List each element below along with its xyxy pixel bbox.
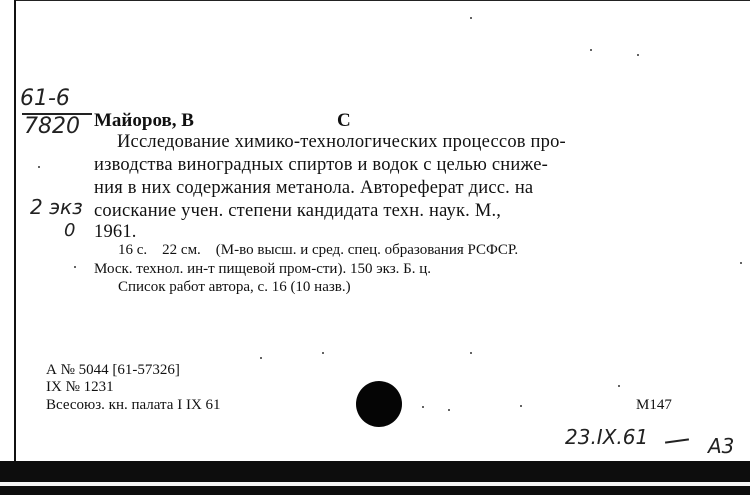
physical-description-line-1: 16 с. 22 см. (М-во высш. и сред. спец. образования РСФСР. xyxy=(118,242,519,258)
registry-month-number: IX № 1231 xyxy=(46,379,114,395)
title-line-3: ния в них содержания метанола. Автореферат дисс. на xyxy=(94,178,534,198)
handwritten-date-note: 23.IX.61 xyxy=(565,425,649,449)
title-line-1: Исследование химико-технологических процессов про- xyxy=(117,132,566,152)
handwritten-dash xyxy=(665,438,689,443)
card-bottom-edge xyxy=(0,486,750,495)
punch-hole xyxy=(356,381,402,427)
author-name: Майоров, В xyxy=(94,110,194,131)
card-bottom-band xyxy=(0,461,750,482)
print-code: М147 xyxy=(636,397,672,413)
card-left-edge xyxy=(14,0,16,462)
registry-number: А № 5044 [61-57326] xyxy=(46,362,180,378)
bibliography-note: Список работ автора, с. 16 (10 назв.) xyxy=(118,279,351,295)
title-line-2: изводства виноградных спиртов и водок с целью сниже- xyxy=(94,155,549,175)
handwritten-shelf-code-bottom: 7820 xyxy=(24,114,80,139)
card-top-edge xyxy=(14,0,750,1)
title-line-5: 1961. xyxy=(94,222,137,242)
handwritten-shelf-code-top: 61-6 xyxy=(20,86,70,111)
title-line-4: соискание учен. степени кандидата техн. наук. М., xyxy=(94,201,502,221)
handwritten-bottom-code: A3 xyxy=(708,434,735,458)
handwritten-copies-note: 2 экз xyxy=(30,195,83,219)
author-initial: С xyxy=(337,110,351,131)
publisher-chamber: Всесоюз. кн. палата I IX 61 xyxy=(46,397,221,413)
physical-description-line-2: Моск. технол. ин-т пищевой пром-сти). 150 экз. Б. ц. xyxy=(94,261,432,277)
handwritten-margin-mark: 0 xyxy=(64,220,76,241)
